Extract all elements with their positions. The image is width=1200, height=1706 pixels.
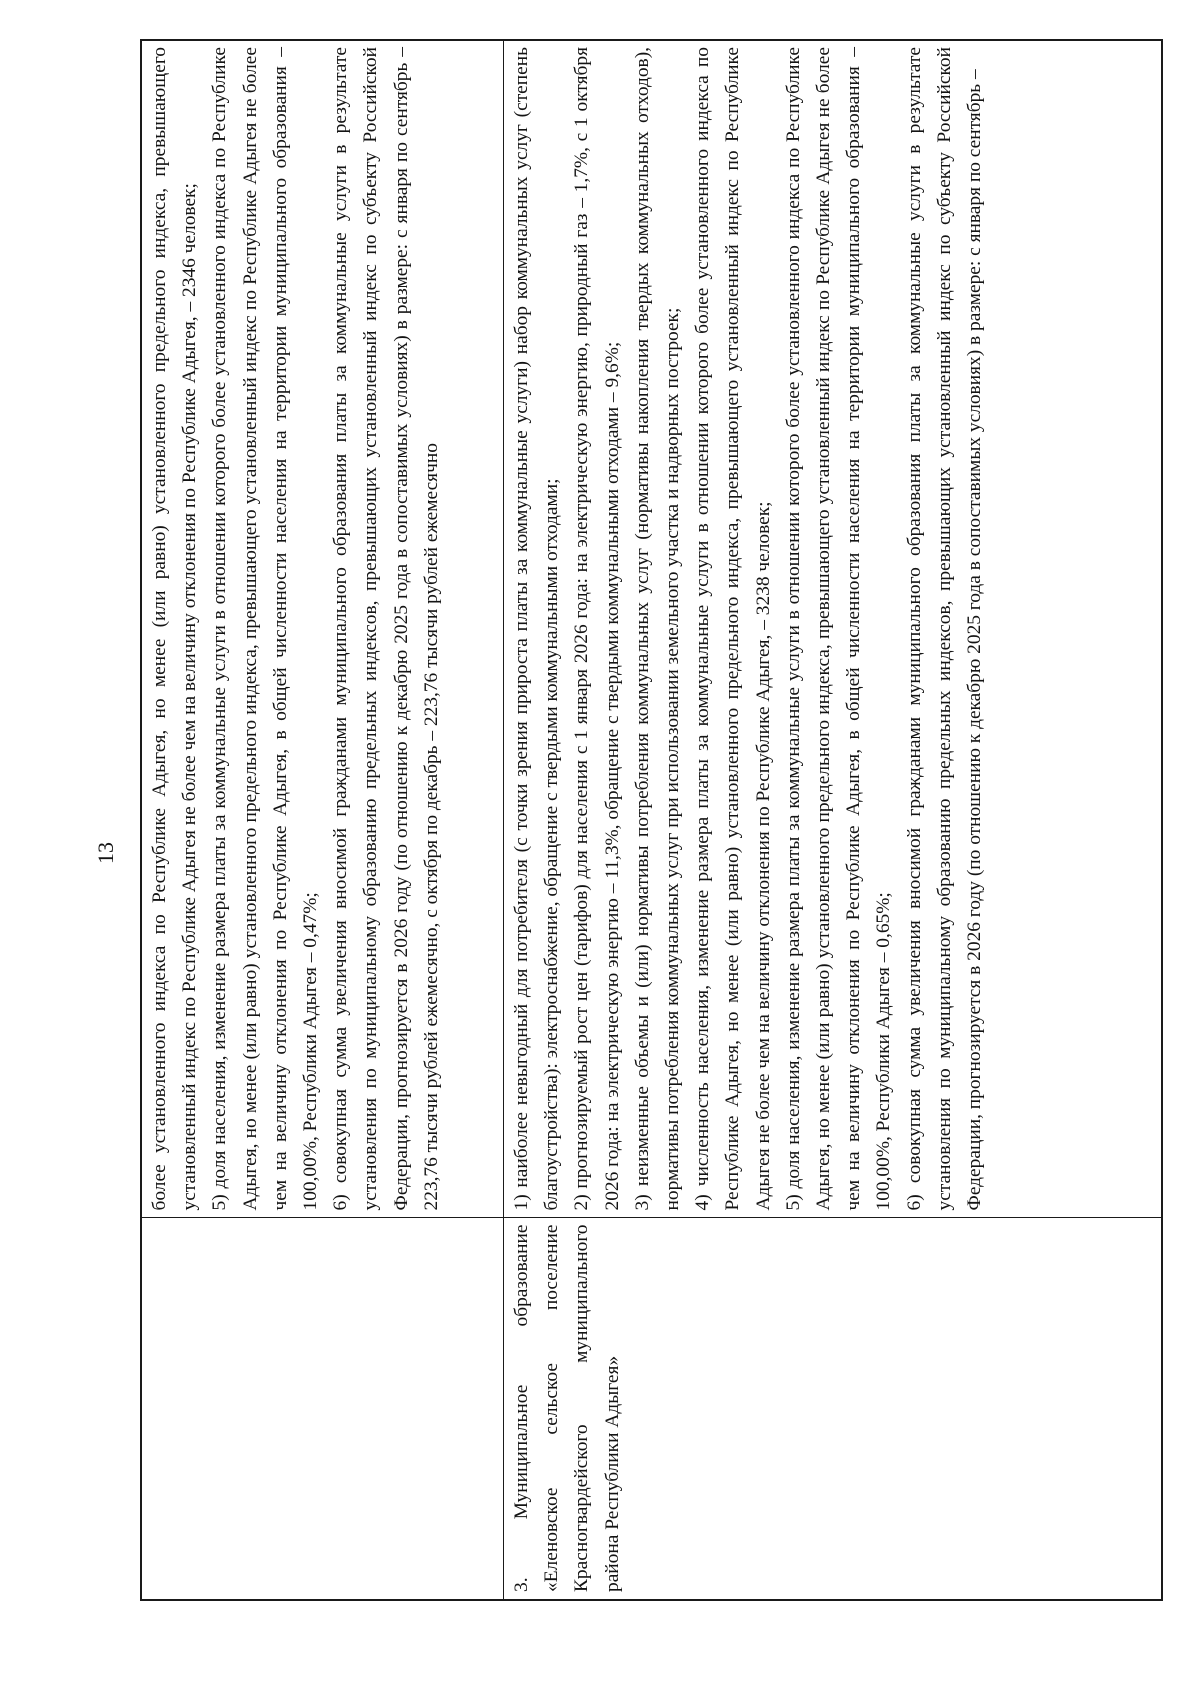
table-row: [504, 40, 1163, 1600]
indices-table: [140, 39, 1163, 1601]
indicator-paragraph: 6) совокупная сумма увеличения вносимой гражданами муниципального образования платы за коммунальные услуги в результате установления по муниципальному образованию предельных индексов, превышающих установленный индекс по субъекту Российской Федерации, прогнозируется в 2026 году (по отношению к декабрю 2025 года в сопоставимых условиях) в размере: с января по сентябрь – 223,76 тысячи рублей ежемесячно, с октября по декабрь – 223,76 тысячи рублей ежемесячно: [330, 47, 442, 1211]
municipality-cell: [504, 1218, 1163, 1600]
indicator-paragraph: 2) прогнозируемый рост цен (тарифов) для населения с 1 января 2026 года: на электрическую энергию, природный газ – 1,7%, с 1 октября 2026 года: на электрическую энергию – 11,3%, обращение с твердыми коммунальными отходами – 9,6%;: [571, 47, 623, 1211]
indicator-paragraph: 4) численность населения, изменение размера платы за коммунальные услуги в отношении которого более установленного индекса по Республике Адыгея, но менее (или равно) установленного предельного индекса, превышающего установленный индекс по Республике Адыгея не более чем на величину отклонения по Республике Адыгея, – 3238 человек;: [692, 47, 774, 1211]
indicators-cell: [504, 40, 1163, 1218]
indicator-paragraph: 1) наиболее невыгодный для потребителя (с точки зрения прироста платы за коммунальные услуги) набор коммунальных услуг (степень благоустройства): электроснабжение, обращение с твердыми коммунальными отходами;: [511, 47, 563, 1211]
table-row: [141, 40, 504, 1600]
indicator-paragraph: 5) доля населения, изменение размера платы за коммунальные услуги в отношении которого более установленного индекса по Республике Адыгея, но менее (или равно) установленного предельного индекса, превышающего установленный индекс по Республике Адыгея не более чем на величину отклонения по Республике Адыгея, в общей численности населения на территории муниципального образования – 100,00%, Республики Адыгея – 0,47%;: [209, 47, 322, 1211]
municipality-cell: [141, 1218, 504, 1600]
indicator-paragraph: 5) доля населения, изменение размера платы за коммунальные услуги в отношении которого более установленного индекса по Республике Адыгея, но менее (или равно) установленного предельного индекса, превышающего установленный индекс по Республике Адыгея не более чем на величину отклонения по Республике Адыгея, в общей численности населения на территории муниципального образования – 100,00%, Республики Адыгея – 0,65%;: [782, 47, 895, 1211]
municipality-name: 3. Муниципальное образование «Еленовское сельское поселение Красногвардейского муниципального района Республики Адыгея»: [511, 1224, 623, 1592]
page-number: 13: [93, 842, 118, 864]
indicators-cell: [141, 40, 504, 1218]
indicator-paragraph: 6) совокупная сумма увеличения вносимой гражданами муниципального образования платы за коммунальные услуги в результате установления по муниципальному образованию предельных индексов, превышающих установленный индекс по субъекту Российской Федерации, прогнозируется в 2026 году (по отношению к декабрю 2025 года в сопоставимых условиях) в размере: с января по сентябрь –: [903, 47, 986, 1211]
indicator-paragraph: более установленного индекса по Республике Адыгея, но менее (или равно) установленного предельного индекса, превышающего установленный индекс по Республике Адыгея не более чем на величину отклонения по Республике Адыгея, – 2346 человек;: [149, 47, 201, 1211]
indicator-paragraph: 3) неизменные объемы и (или) нормативы потребления коммунальных услуг (нормативы накопления твердых коммунальных отходов), нормативы потребления коммунальных услуг при использовании земельного участка и надворных построек;: [631, 47, 684, 1211]
